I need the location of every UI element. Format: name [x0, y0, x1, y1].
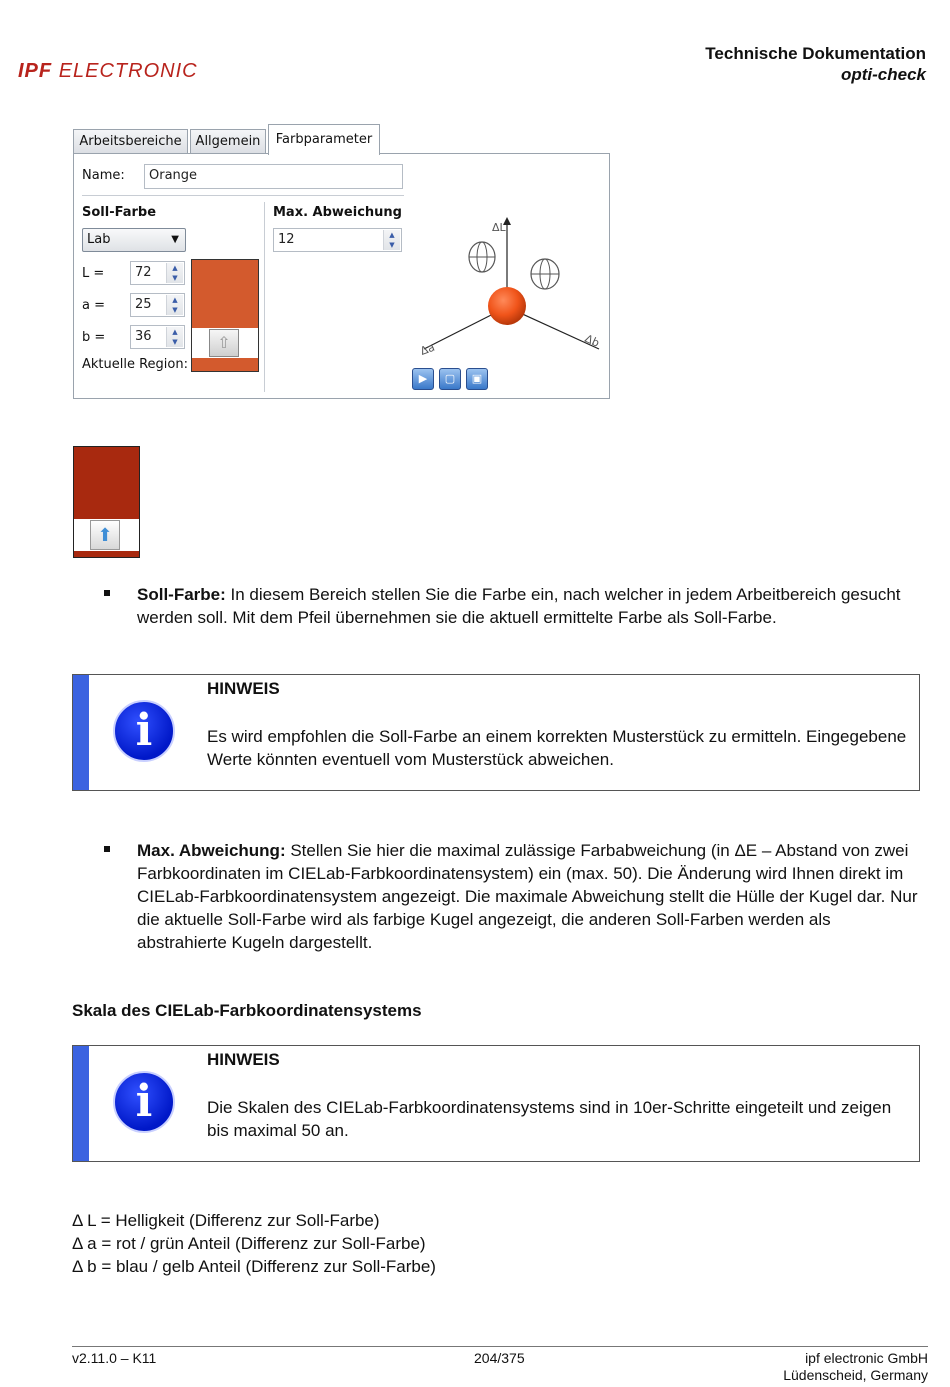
footer-company-location: Lüdenscheid, Germany — [783, 1367, 928, 1383]
axis-db-label: Δb — [582, 331, 602, 350]
tab-arbeitsbereiche[interactable]: Arbeitsbereiche — [73, 129, 188, 153]
soll-farbe-label: Soll-Farbe — [82, 205, 157, 220]
l-label: L = — [82, 266, 105, 281]
note-accent-bar — [73, 1046, 89, 1161]
spinner-icon[interactable]: ▲ ▼ — [166, 263, 183, 283]
name-label: Name: — [82, 168, 125, 183]
max-abweichung-stepper[interactable] — [273, 228, 402, 252]
section-heading: Skala des CIELab-Farbkoordinatensystems — [72, 1001, 422, 1020]
play-icon[interactable]: ▶ — [412, 368, 434, 390]
bullet-mark — [104, 590, 110, 596]
logo-electronic: ELECTRONIC — [58, 60, 198, 82]
color-space-select[interactable] — [82, 228, 186, 252]
bullet-soll-farbe — [104, 583, 924, 629]
divider — [82, 195, 264, 196]
max-abweichung-label: Max. Abweichung — [273, 205, 402, 220]
company-logo — [18, 60, 198, 83]
logo-ipf: IPF — [18, 60, 53, 82]
hinweis-box — [72, 674, 920, 791]
tab-bar — [73, 124, 610, 154]
max-abweichung-value: 12 — [278, 232, 295, 247]
spinner-icon[interactable]: ▲ ▼ — [166, 295, 183, 315]
delta-definitions — [72, 1209, 436, 1278]
bullet-max-abweichung — [104, 839, 924, 954]
delta-b-line: Δ b = blau / gelb Anteil (Differenz zur Soll-Farbe) — [72, 1257, 436, 1276]
b-label: b = — [82, 330, 106, 345]
aktuelle-region-label: Aktuelle Region: — [82, 357, 188, 372]
document-title — [705, 43, 926, 85]
delta-a-line: Δ a = rot / grün Anteil (Differenz zur Soll-Farbe) — [72, 1234, 426, 1253]
arrow-up-icon[interactable]: ⬆ — [90, 520, 120, 550]
info-icon: i — [113, 700, 175, 762]
info-icon: i — [113, 1071, 175, 1133]
color-space-value: Lab — [87, 232, 111, 247]
a-label: a = — [82, 298, 105, 313]
tab-allgemein[interactable]: Allgemein — [190, 129, 266, 153]
b-value: 36 — [135, 329, 152, 344]
delta-l-line: Δ L = Helligkeit (Differenz zur Soll-Farbe) — [72, 1211, 380, 1230]
l-stepper[interactable] — [130, 261, 185, 285]
document-title-main: Technische Dokumentation — [705, 44, 926, 63]
chevron-down-icon: ▼ — [171, 234, 179, 245]
footer-company — [783, 1350, 928, 1384]
a-stepper[interactable] — [130, 293, 185, 317]
bullet-term: Max. Abweichung: — [137, 841, 286, 860]
spinner-icon[interactable]: ▲ ▼ — [166, 327, 183, 347]
axis-dl-label: ΔL — [492, 221, 506, 234]
soll-farbe-sphere — [488, 287, 526, 325]
cube-side-view-icon[interactable]: ▣ — [466, 368, 488, 390]
footer-company-name: ipf electronic GmbH — [805, 1350, 928, 1366]
footer-version: v2.11.0 – K11 — [72, 1350, 157, 1366]
bullet-mark — [104, 846, 110, 852]
tab-panel — [73, 153, 610, 399]
cube-front-view-icon[interactable]: ▢ — [439, 368, 461, 390]
b-stepper[interactable] — [130, 325, 185, 349]
a-value: 25 — [135, 297, 152, 312]
document-title-sub: opti-check — [840, 65, 926, 84]
current-color-swatch — [73, 446, 140, 558]
note-title: HINWEIS — [207, 1050, 280, 1069]
arrow-up-icon[interactable]: ⇧ — [209, 329, 239, 357]
note-text: Die Skalen des CIELab-Farbkoordinatensystems sind in 10er-Schritte eingeteilt und zeigen bis maximal 50 an. — [207, 1098, 892, 1140]
footer-page-number: 204/375 — [474, 1350, 525, 1366]
l-value: 72 — [135, 265, 152, 280]
hinweis-box — [72, 1045, 920, 1162]
divider — [264, 202, 265, 392]
note-title: HINWEIS — [207, 679, 280, 698]
tab-farbparameter[interactable]: Farbparameter — [268, 124, 380, 155]
bullet-term: Soll-Farbe: — [137, 585, 226, 604]
divider — [264, 195, 404, 196]
axis-da-label: Δa — [418, 340, 437, 358]
note-accent-bar — [73, 675, 89, 790]
note-text: Es wird empfohlen die Soll-Farbe an einem korrekten Musterstück zu ermitteln. Eingegebene Werte könnten eventuell vom Musterstück abweichen. — [207, 727, 907, 769]
bullet-text: In diesem Bereich stellen Sie die Farbe ein, nach welcher in jedem Arbeitbereich gesucht werden soll. Mit dem Pfeil übernehmen sie die aktuell ermittelte Farbe als Soll-Farbe. — [137, 585, 901, 627]
name-field[interactable]: Orange — [144, 164, 403, 189]
bullet-text: Stellen Sie hier die maximal zulässige Farbabweichung (in ΔE – Abstand von zwei Farbkoordinaten im CIELab-Farbkoordinatensystem) ein (max. 50). Die Änderung wird Ihnen direkt im CIELab-Farbkoordinatensystem angezeigt. Die maximale Abweichung stellt die Hülle der Kugel dar. Nur die aktuelle Soll-Farbe wird als farbige Kugel angezeigt, die anderen Soll-Farben werden als abstrahierte Kugeln dargestellt. — [137, 841, 918, 952]
footer-divider — [72, 1346, 928, 1347]
spinner-icon[interactable]: ▲ ▼ — [383, 230, 400, 250]
farbparameter-dialog — [73, 124, 610, 399]
